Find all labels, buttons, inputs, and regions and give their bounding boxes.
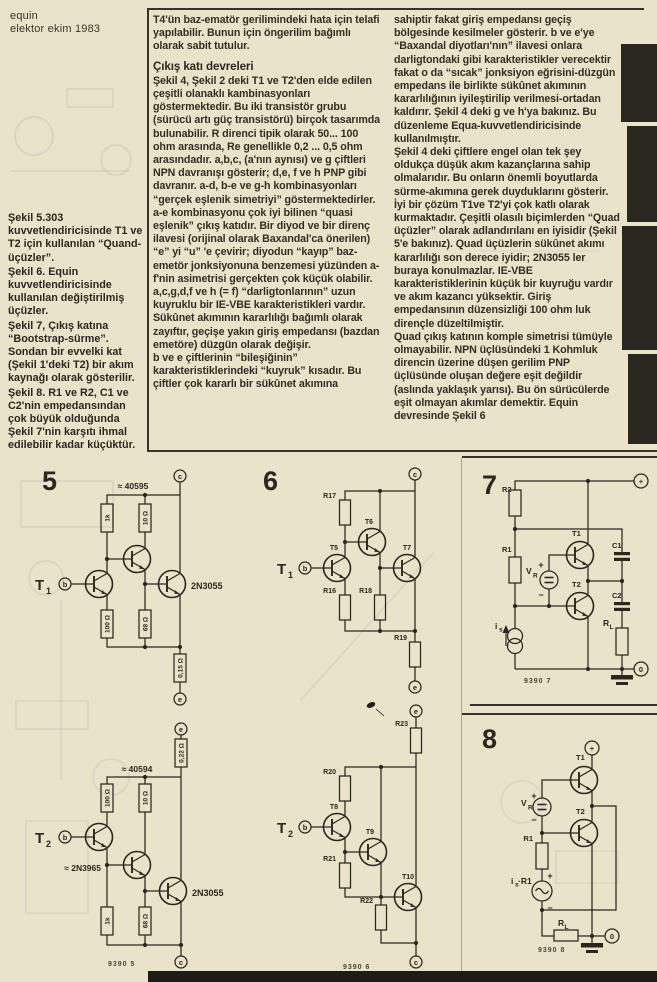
fig6-t1-label-sub: 1 xyxy=(288,570,294,580)
fig6-t1-label: T xyxy=(277,561,287,578)
minus-sign: − xyxy=(538,590,544,600)
paragraph: Quad çıkış katının komple simetrisi tümüyle olmayabilir. NPN üçlüsündeki 1 Kohmluk direncin üzerine düşen gerilim PNP üçlüsünde oluşan değere eşit değildir (aslında yaklaşık yarısı). Bu ön sürücülerde eşit olmayan akımlar demektir. Equin devresinde Şekil 6 xyxy=(394,330,613,423)
ground-icon xyxy=(611,675,633,685)
terminal-b xyxy=(299,821,311,833)
terminal-e xyxy=(410,705,422,717)
transistor-label: T9 xyxy=(365,829,375,836)
transistor-label: T7 xyxy=(402,545,412,552)
terminal-e xyxy=(409,681,421,693)
paragraph: T4'ün baz-ematör gerilimindeki hata için telafi yapılabilir. Bunun için öngerilim bağımlı olarak sabit tutulur. xyxy=(153,14,380,53)
figure-code: 9390 5 xyxy=(108,961,136,968)
figure-code: 9390 7 xyxy=(524,678,552,685)
fig8-transistor-t2 xyxy=(571,817,598,849)
fig5-mid-transistor xyxy=(124,543,151,575)
svg-text:b: b xyxy=(302,563,308,573)
rule-fig-separator-2 xyxy=(462,713,657,715)
svg-text:0: 0 xyxy=(609,931,615,941)
figure-7-schematic xyxy=(462,460,657,700)
current-source-is xyxy=(503,625,523,654)
section-heading: Çıkış katı devreleri xyxy=(153,59,254,73)
transistor-label: T2 xyxy=(576,807,585,816)
src-label: i xyxy=(511,876,514,886)
voltage-source-vr xyxy=(540,571,558,589)
fig6-transistor-t10 xyxy=(395,881,422,913)
fig5-power-transistor xyxy=(159,568,186,600)
figure-code: 9390 8 xyxy=(538,947,566,954)
fig5-power-transistor xyxy=(160,875,187,907)
caption-figure-8: Şekil 8. R1 ve R2, C1 ve C2'nin empedansından çok büyük olduğunda Şekil 7'nin karşıtı ihmal edilebilir kadar küçüktür. xyxy=(8,386,136,452)
src-label-sub: s xyxy=(515,881,519,889)
fig7-transistor-t2 xyxy=(567,590,594,622)
transistor-type: 2N3055 xyxy=(192,888,224,898)
resistor-label: R16 xyxy=(323,588,336,595)
terminal-c xyxy=(175,956,187,968)
fig6-t2-label-sub: 2 xyxy=(288,829,294,839)
src-label-rest: ·R1 xyxy=(518,876,532,886)
resistor-label: R2 xyxy=(502,485,512,494)
svg-text:e: e xyxy=(177,694,183,704)
caption-figure-7: Şekil 7, Çıkış katına “Bootstrap-sürme”. Sondan bir evvelki kat (Şekil 1'deki T2) bir akım kaynağı olarak gösterilir. xyxy=(8,319,135,385)
resistor-label: 10 Ω xyxy=(142,510,150,526)
transistor-label: T5 xyxy=(329,545,339,552)
terminal-e xyxy=(175,723,187,735)
transistor-type-note: ≈ 40594 xyxy=(121,764,153,774)
figure-8-number: 8 xyxy=(482,724,498,754)
resistor xyxy=(375,595,386,620)
transistor-label: T6 xyxy=(364,519,374,526)
resistor-label: R19 xyxy=(394,635,407,642)
transistor-type: 2N3055 xyxy=(191,581,223,591)
transistor-label: T1 xyxy=(572,529,581,538)
is-label: i xyxy=(495,621,498,631)
rule-left xyxy=(147,8,149,452)
svg-text:b: b xyxy=(62,832,68,842)
rule-top xyxy=(147,8,644,10)
capacitor-label: C1 xyxy=(612,541,622,550)
svg-text:+: + xyxy=(589,744,595,753)
resistor-label: R21 xyxy=(323,856,336,863)
resistor-label: R17 xyxy=(323,493,336,500)
transistor-label: T1 xyxy=(576,753,585,762)
figure-5-number: 5 xyxy=(42,466,58,496)
load-label: R xyxy=(558,918,565,928)
terminal-b xyxy=(59,578,71,590)
is-label-sub: s xyxy=(499,626,503,634)
figure-6-schematic xyxy=(255,462,465,980)
terminal-zero xyxy=(634,662,648,676)
fig6-transistor-t8 xyxy=(324,811,351,843)
capacitor-c2 xyxy=(614,602,630,611)
resistor xyxy=(616,628,628,655)
capacitor-label: C2 xyxy=(612,591,622,600)
fig8-transistor-t1 xyxy=(571,764,598,796)
fig6-top-circuit xyxy=(277,468,421,693)
resistor-label: 68 Ω xyxy=(142,913,150,929)
plus-sign: + xyxy=(531,791,537,801)
fig5-t2-label-sub: 2 xyxy=(46,839,52,849)
vr-label: V xyxy=(526,566,532,576)
load-resistor xyxy=(554,930,578,941)
terminal-c xyxy=(174,470,186,482)
ground-icon xyxy=(581,943,603,953)
resistor-label: 0,22 Ω xyxy=(178,743,186,763)
fig5-t1-label-sub: 1 xyxy=(46,586,52,596)
terminal-e xyxy=(174,693,186,705)
fig5-mid-transistor xyxy=(124,849,151,881)
caption-figure-5: Şekil 5.303 kuvvetlendiricisinde T1 ve T2 için kullanılan “Quand-üçüzler”. xyxy=(8,212,143,264)
paragraph: Şekil 4 deki çiftlere engel olan tek şey oldukça düşük akım kazançlarına sahip olmalarıdır. Bu onların önemli boyutlarda sürme-akımına gerek duyduklarını gösterir. İyi bir çözüm T1ve T2'yi çok katlı olarak kurmaktadır. Çeşitli olasılı biçimlerden “Quad üçüzler” olarak adlandırılanı en iyisidir (Şekil 5'e bakınız). Quad üçüzlerin sükûnet akımı kararlılığı son derece iyidir; 2N3055 ler buraya konulmazlar. IE-VBE karakteristiklerinin küçük bir kuyruğu vardır ve akım kazancı yüksektir. Giriş empedansının düzensizliği 100 ohm luk dirençle düzeltilmiştir. xyxy=(394,146,620,330)
vr-label-sub: R xyxy=(533,572,538,580)
svg-text:e: e xyxy=(178,724,184,734)
resistor-label: R23 xyxy=(395,721,408,728)
resistor-label: 1k xyxy=(104,917,112,925)
resistor-label: 10 Ω xyxy=(142,790,150,806)
resistor-label: R18 xyxy=(359,588,372,595)
svg-text:+: + xyxy=(638,477,644,486)
resistor-label: R1 xyxy=(523,834,533,843)
resistor xyxy=(411,728,422,753)
resistor xyxy=(509,557,521,583)
resistor-label: R22 xyxy=(360,898,373,905)
resistor xyxy=(340,595,351,620)
ink-smudge xyxy=(366,701,384,716)
transistor-label: T10 xyxy=(401,874,415,881)
paragraph: sahiptir fakat giriş empedansı geçiş bölgesinde kesilmeler gösterir. b ve e'ye “Baxandal diyotları'nın” ilavesi onlara darligtondaki gibi karakteristikler verecektir fakat o da “sıcak” jonksiyon eğrisini-düzgün empedans ile birlikte sükûnet akımının kararlılığının iyileştirilip verilmesi-ortadan kaldırır. Şekil 4 deki g ve h'ya bakınız. Bu düzenleme Equa-kuvvetlendiricisinde kullanılmıştır. xyxy=(394,14,616,145)
load-label-sub: L xyxy=(609,624,614,631)
vr-label-sub: R xyxy=(528,804,533,812)
plus-sign: + xyxy=(538,560,544,570)
fig6-t2-label: T xyxy=(277,820,287,837)
svg-text:b: b xyxy=(302,822,308,832)
svg-text:e: e xyxy=(412,682,418,692)
rule-under-text xyxy=(147,450,657,452)
resistor-label: R1 xyxy=(502,545,512,554)
margin-captions xyxy=(8,212,145,454)
terminal-plus xyxy=(585,741,599,755)
fig6-transistor-t9 xyxy=(360,836,387,868)
fig6-bottom-circuit xyxy=(277,705,422,971)
svg-text:c: c xyxy=(413,957,419,967)
resistor xyxy=(376,905,387,930)
terminal-b xyxy=(59,831,71,843)
figure-8-schematic xyxy=(462,718,657,978)
svg-text:c: c xyxy=(177,471,183,481)
fig6-transistor-t7 xyxy=(394,552,421,584)
fig5-driver-transistor xyxy=(86,568,113,600)
terminal-plus xyxy=(634,474,648,488)
plus-sign: + xyxy=(547,871,553,881)
caption-figure-6: Şekil 6. Equin kuvvetlendiricisinde kullanılan değiştirilmiş üçüzler. xyxy=(8,265,125,318)
fig5-t1-label: T xyxy=(35,577,45,594)
rule-under-text-2 xyxy=(462,456,657,458)
svg-text:e: e xyxy=(413,706,419,716)
fig5-driver-transistor xyxy=(86,821,113,853)
resistor xyxy=(340,863,351,888)
resistor xyxy=(536,843,548,869)
minus-sign: − xyxy=(547,903,553,913)
transistor-label: T8 xyxy=(329,804,339,811)
fig5-t2-label: T xyxy=(35,830,45,847)
figure-code: 9390 6 xyxy=(343,964,371,971)
scan-dark-edge xyxy=(622,226,657,350)
figure-7-number: 7 xyxy=(482,470,498,500)
figure-6-number: 6 xyxy=(263,466,279,496)
resistor-label: 0,15 Ω xyxy=(177,658,185,678)
fig6-transistor-t6 xyxy=(359,526,386,558)
transistor-label: T2 xyxy=(572,580,581,589)
terminal-c xyxy=(409,468,421,480)
resistor-label: R20 xyxy=(323,769,336,776)
resistor-label: 100 Ω xyxy=(104,615,112,633)
fig5-top-circuit xyxy=(35,470,223,705)
resistor xyxy=(340,776,351,801)
load-label-sub: L xyxy=(564,924,569,931)
scan-dark-edge xyxy=(627,126,657,222)
resistor-label: 68 Ω xyxy=(142,616,150,632)
text-column-2 xyxy=(394,14,620,423)
paragraph: a,c,g,d,f ve h (= f) “darligtonlarının” uzun kuyruklu bir IE-VBE karakteristikleri vardır. Sükûnet akımının kararlılığı bağımlı olarak zayıftır, geçişe yakın giriş empedansı (bazdan emetöre) düzgün olarak değişir. xyxy=(153,286,380,351)
transistor-type-note: ≈ 40595 xyxy=(117,481,149,491)
vr-label: V xyxy=(521,798,527,808)
terminal-zero xyxy=(605,929,619,943)
paragraph: Şekil 4, Şekil 2 deki T1 ve T2'den elde edilen çeşitli olanaklı kambinasyonları göstermektedir. Bu iki transistör grubu (sürücü artı güç transistörü) birçok tasarımda bulunabilir. R direnci tipik olarak 50... 100 ohm arasında, Re genellikle 0,2 ... 0,5 ohm arasındadır. a,b,c, (a'nın aynısı) ve g çiftleri NPN davranışı gösterir; d,e, f ve h PNP gibi davranır. a-d, b-e ve g-h kombinasyonları “gerçek eşlenik simetriyi” göstermektedirler. xyxy=(153,74,381,206)
scan-dark-edge xyxy=(621,44,657,122)
issue-date: elektor ekim 1983 xyxy=(10,23,101,35)
terminal-c xyxy=(410,956,422,968)
svg-text:b: b xyxy=(62,579,68,589)
figure-5-schematic xyxy=(15,462,255,972)
minus-sign: − xyxy=(531,815,537,825)
capacitor-c1 xyxy=(614,552,630,561)
svg-text:c: c xyxy=(178,957,184,967)
resistor xyxy=(340,500,351,525)
ac-source xyxy=(532,881,552,901)
fig6-transistor-t5 xyxy=(324,552,351,584)
load-label: R xyxy=(603,618,610,628)
publication-name: equin xyxy=(10,10,38,22)
paragraph: b ve e çiftlerinin “bileşiğinin” karakteristiklerindeki “kuyruk” kısadır. Bu çiftler çok kararlı bir sükûnet akımına xyxy=(153,352,362,391)
svg-text:c: c xyxy=(412,469,418,479)
fig5-bottom-circuit xyxy=(35,723,224,968)
resistor-label: 100 Ω xyxy=(104,789,112,807)
resistor-label: 1k xyxy=(104,514,112,522)
scan-dark-edge xyxy=(628,354,657,444)
resistor xyxy=(410,642,421,667)
text-column-1 xyxy=(153,14,383,392)
terminal-b xyxy=(299,562,311,574)
svg-text:0: 0 xyxy=(638,664,644,674)
fig7-transistor-t1 xyxy=(567,539,594,571)
rule-fig-separator xyxy=(470,704,657,706)
transistor-type: ≈ 2N3965 xyxy=(64,863,101,873)
paragraph: a-e kombinasyonu çok iyi bilinen “quasi eşlenik” çıkış katıdır. Bir diyod ve bir direnç ilavesi (orijinal olarak Baxandal'ca önerilen) “e” yi “u” 'e çevirir; diyodun “kayıp” baz-emetör jonksiyonuna benzemesi yüzünden a-f'nin asimetrisi gerçekten çok küçük olabilir. xyxy=(153,206,380,285)
